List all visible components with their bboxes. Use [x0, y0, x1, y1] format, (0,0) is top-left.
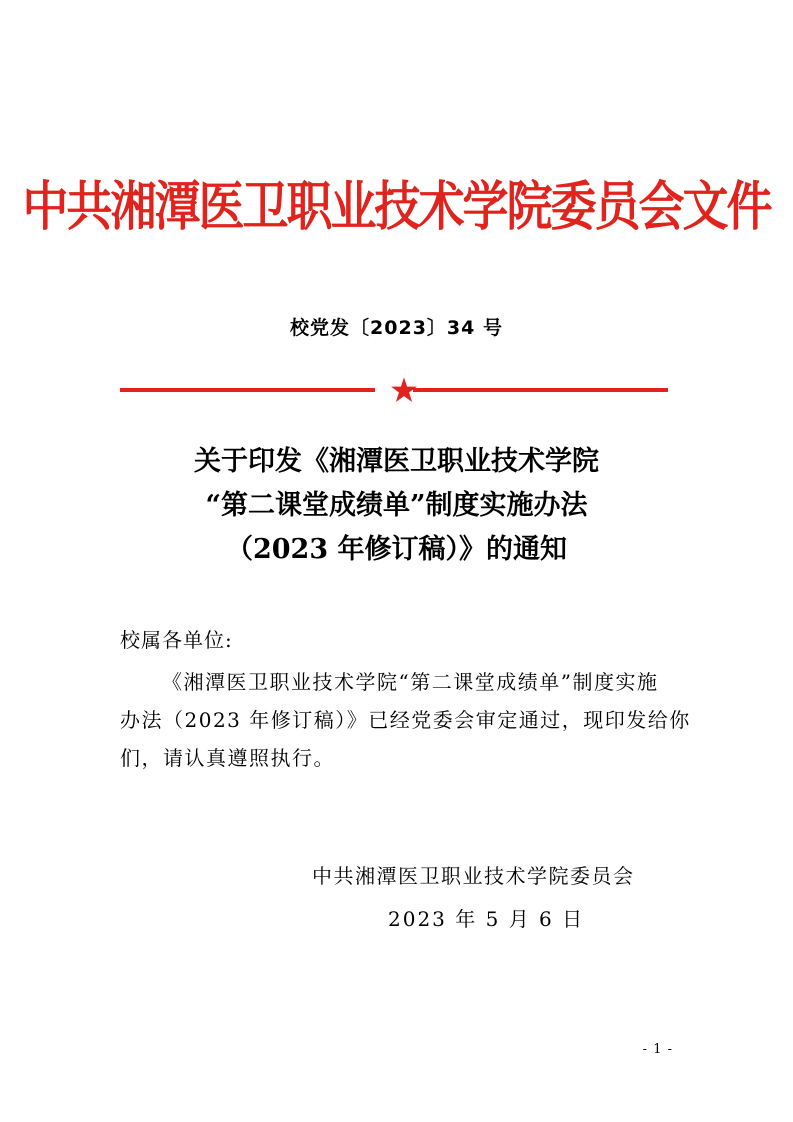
salutation: 校属各单位:	[120, 628, 233, 652]
masthead-title: 中共湘潭医卫职业技术学院委员会文件	[22, 174, 771, 237]
body-line: 们，请认真遵照执行。	[120, 746, 335, 770]
signer: 中共湘潭医卫职业技术学院委员会	[312, 864, 635, 888]
body-line: 《湘潭医卫职业技术学院“第二课堂成绩单”制度实施	[162, 670, 659, 694]
red-divider	[120, 376, 668, 406]
signature-date: 2023 年 5 月 6 日	[388, 907, 585, 931]
document-number: 校党发〔2023〕34 号	[290, 317, 503, 339]
body-line: 办法（2023 年修订稿）》已经党委会审定通过，现印发给你	[120, 708, 691, 732]
document-title	[0, 440, 793, 572]
divider-rule-left	[120, 388, 375, 392]
title-line: “第二课堂成绩单”制度实施办法	[205, 490, 588, 521]
title-line: 关于印发《湘潭医卫职业技术学院	[194, 446, 599, 477]
title-line: （2023 年修订稿）》的通知	[225, 534, 568, 565]
body-paragraph	[120, 663, 691, 777]
page-number: - 1 -	[642, 1042, 673, 1057]
divider-rule-right	[413, 388, 668, 392]
